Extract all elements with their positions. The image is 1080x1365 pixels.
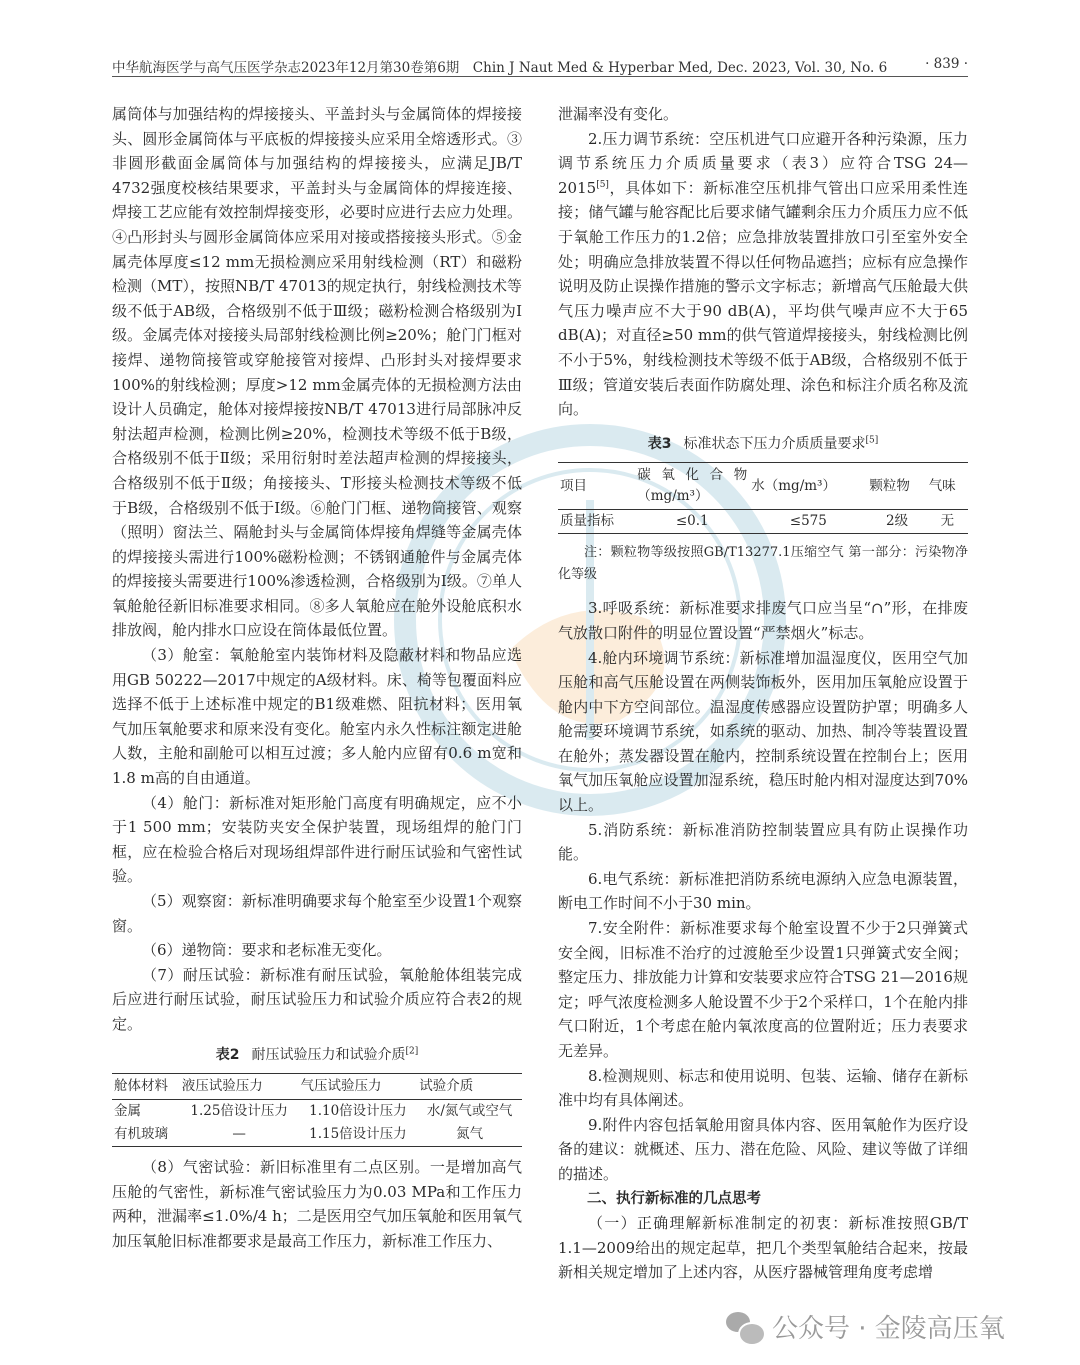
paragraph: 8.检测规则、标志和使用说明、包装、运输、储存在新标准中均有具体阐述。 [558,1066,968,1110]
wechat-watermark [726,1308,1005,1345]
column-header: 水（mg/m³） [749,463,867,510]
table-label: 表2 [215,1046,240,1063]
table-title: 标准状态下压力介质质量要求 [683,435,866,452]
table-cell: 2级 [886,513,909,530]
paragraph: （4）舱门：新标准对矩形舱门高度有明确规定，应不小于1 500 mm；安装防夹安全保护装置，现场组焊的舱门门框，应在检验合格后对现场组焊部件进行耐压试验和气密性试验。 [112,793,522,886]
column-header: 试验介质 [417,1074,522,1100]
table-title: 耐压试验压力和试验介质 [251,1046,406,1063]
paragraph: 5.消防系统：新标准消防控制装置应具有防止误操作功能。 [558,820,968,864]
table-cell: ≤0.1 [675,513,709,530]
wechat-icon [726,1312,762,1342]
column-header: 碳氧化合物（mg/m³） [635,463,749,510]
page-number: · 839 · [925,56,968,72]
table-3-caption [558,432,968,457]
paragraph: （7）耐压试验：新标准有耐压试验，氧舱舱体组装完成后应进行耐压试验，耐压试验压力和试验介质应符合表2的规定。 [112,965,522,1033]
table-cell: 有机玻璃 [114,1126,168,1143]
paragraph: 9.附件内容包括氧舱用窗具体内容、医用氧舱作为医疗设备的建议：就概述、压力、潜在危险、风险、建议等做了详细的描述。 [558,1115,968,1183]
table-3 [558,462,968,534]
table-label: 表3 [647,435,672,452]
paragraph: 6.电气系统：新标准把消防系统电源纳入应急电源装置，断电工作时间不小于30 min。 [558,869,968,913]
column-header: 气压试验压力 [299,1074,418,1100]
table-cell: 金属 [114,1103,141,1120]
table-note: 注：颗粒物等级按照GB/T13277.1压缩空气 第一部分：污染物净化等级 [558,545,968,583]
reference: [2] [405,1045,419,1056]
reference: [5] [865,435,879,446]
table-header-row [558,463,968,510]
column-header: 颗粒物 [867,463,926,510]
paragraph: （6）递物筒：要求和老标准无变化。 [142,941,392,960]
paragraph: （5）观察窗：新标准明确要求每个舱室至少设置1个观察窗。 [112,892,522,935]
table-cell: 质量指标 [560,513,614,530]
table-cell: 1.10倍设计压力 [309,1103,407,1120]
table-cell: 无 [940,513,955,530]
table-cell: ≤575 [789,513,827,530]
text: ，具体如下：新标准空压机排气管出口应采用柔性连接；储气罐与舱容配比后要求储气罐剩余压力介质压力应不低于氧舱工作压力的1.2倍；应急排放装置排放口引至室外安全处；明确应急排放装置不得以任何物品遮挡；应标有应急操作说明及防止误操作措施的警示文字标志；新增高气压舱最大供气压力噪声应不大于90 dB(A)，平均供气噪声应不大于65 dB(A)；对直径≥50 mm的供气管道焊接接头，射线检测比例不小于5%，射线检测技术等级不低于AB级，合格级别不低于Ⅲ级；管道安装后表面作防腐处理、涂色和标注介质名称及流向。 [558,178,968,419]
table-cell: 1.15倍设计压力 [309,1126,407,1143]
table-2 [112,1073,522,1147]
left-column [112,102,522,1254]
column-header: 项目 [558,463,635,510]
text: 2.压力调节系统：空压机进气口应避开各种污染源，压力调节系统压力介质质量要求（表3）应符合TSG 24—2015 [558,129,968,197]
table-row [112,1123,522,1147]
column-header: 舱体材料 [112,1074,180,1100]
paragraph: 4.舱内环境调节系统：新标准增加温湿度仪，医用空气加压舱和高气压舱设置在两侧装饰板外，医用加压氧舱应设置于舱内中下方空间部位。温湿度传感器应设置防护罩；明确多人舱需要环境调节系统，如系统的驱动、加热、制冷等装置设置在舱外；蒸发器设置在舱内，控制系统设置在控制台上；医用氧气加压氧舱应设置加湿系统，稳压时舱内相对湿度达到70%以上。 [558,648,968,815]
table-cell: 氮气 [456,1126,484,1143]
table-row [558,510,968,534]
section-heading: 二、执行新标准的几点思考 [587,1190,761,1207]
paragraph: 7.安全附件：新标准要求每个舱室设置不少于2只弹簧式安全阀，旧标准不治疗的过渡舱至少设置1只弹簧式安全阀；整定压力、排放能力计算和安装要求应符合TSG 21—2016规定；呼气浓度检测多人舱设置不少于2个采样口，1个在舱内排气口附近，1个考虑在舱内氧浓度高的位置附近；压力表要求无差异。 [558,919,968,1060]
table-2-caption [112,1043,522,1068]
paragraph [558,127,968,422]
watermark-text: 公众号 · 金陵高压氧 [772,1314,1005,1344]
right-column [558,102,968,1285]
paragraph: 3.呼吸系统：新标准要求排废气口应当呈“∩”形，在排废气放散口附件的明显位置设置“严禁烟火”标志。 [558,599,968,642]
paragraph: 泄漏率没有变化。 [558,105,679,123]
table-cell: — [232,1126,246,1143]
paragraph: 属筒体与加强结构的焊接接头、平盖封头与金属筒体的焊接接头、圆形金属筒体与平底板的焊接接头应采用全熔透形式。③非圆形截面金属筒体与加强结构的焊接接头，应满足JB/T 4732强度校核结果要求，平盖封头与金属筒体的焊接连接、焊接工艺应能有效控制焊接变形，必要时应进行去应力处理。④凸形封头与圆形金属筒体应采用对接或搭接接头形式。⑤金属壳体厚度≤12 mm无损检测应采用射线检测（RT）和磁粉检测（MT），按照NB/T 47013的规定执行，射线检测技术等级不低于AB级，合格级别不低于Ⅲ级；磁粉检测合格级别为Ⅰ级。金属壳体对接接头局部射线检测比例≥20%；舱门门框对接焊、递物筒接管或穿舱接管对接焊、凸形封头对接焊要求100%的射线检测；厚度>12 mm金属壳体的无损检测方法由设计人员确定，舱体对接焊接按NB/T 47013进行局部脉冲反射法超声检测，检测比例≥20%，检测技术等级不低于B级，合格级别不低于Ⅱ级；采用衍射时差法超声检测的焊接接头，合格级别不低于Ⅱ级；角接接头、T形接头检测技术等级不低于B级，合格级别不低于Ⅰ级。⑥舱门门框、递物筒接管、观察（照明）窗法兰、隔舱封头与金属筒体焊接角焊缝等金属壳体的焊接接头需进行100%磁粉检测；不锈钢通舱件与金属壳体的焊接接头需要进行100%渗透检测，合格级别为Ⅰ级。⑦单人氧舱舱径新旧标准要求相同。⑧多人氧舱应在舱外设舱底积水排放阀，舱内排水口应设在筒体最低位置。 [112,105,522,640]
column-header: 液压试验压力 [180,1074,299,1100]
table-row [112,1100,522,1124]
column-header: 气味 [927,463,968,510]
paragraph: （3）舱室：氧舱舱室内装饰材料及隐蔽材料和物品应选用GB 50222—2017中规定的A级材料。床、椅等包覆面料应选择不低于上述标准中规定的B1级难燃、阻抗材料；医用氧气加压氧舱要求和原来没有变化。舱室内永久性标注额定进舱人数，主舱和副舱可以相互过渡；多人舱内应留有0.6 m宽和1.8 m高的自由通道。 [112,646,522,788]
reference: [5] [596,179,609,190]
table-header-row [112,1074,522,1100]
paragraph: （8）气密试验：新旧标准里有二点区别。一是增加高气压舱的气密性，新标准气密试验压力为0.03 MPa和工作压力两种，泄漏率≤1.0%/4 h；二是医用空气加压氧舱和医用氧气加压氧舱旧标准都要求是最高工作压力，新标准工作压力、 [112,1158,522,1250]
running-header [112,54,968,77]
table-cell: 1.25倍设计压力 [190,1103,288,1120]
journal-citation: 中华航海医学与高气压医学杂志2023年12月第30卷第6期 Chin J Naut Med & Hyperbar Med, Dec. 2023, Vol. 30, No. 6 [112,60,888,76]
table-cell: 水/氮气或空气 [426,1103,513,1120]
paragraph: （一）正确理解新标准制定的初衷：新标准按照GB/T 1.1—2009给出的规定起草，把几个类型氧舱结合起来，按最新相关规定增加了上述内容，从医疗器械管理角度考虑增 [558,1214,968,1282]
